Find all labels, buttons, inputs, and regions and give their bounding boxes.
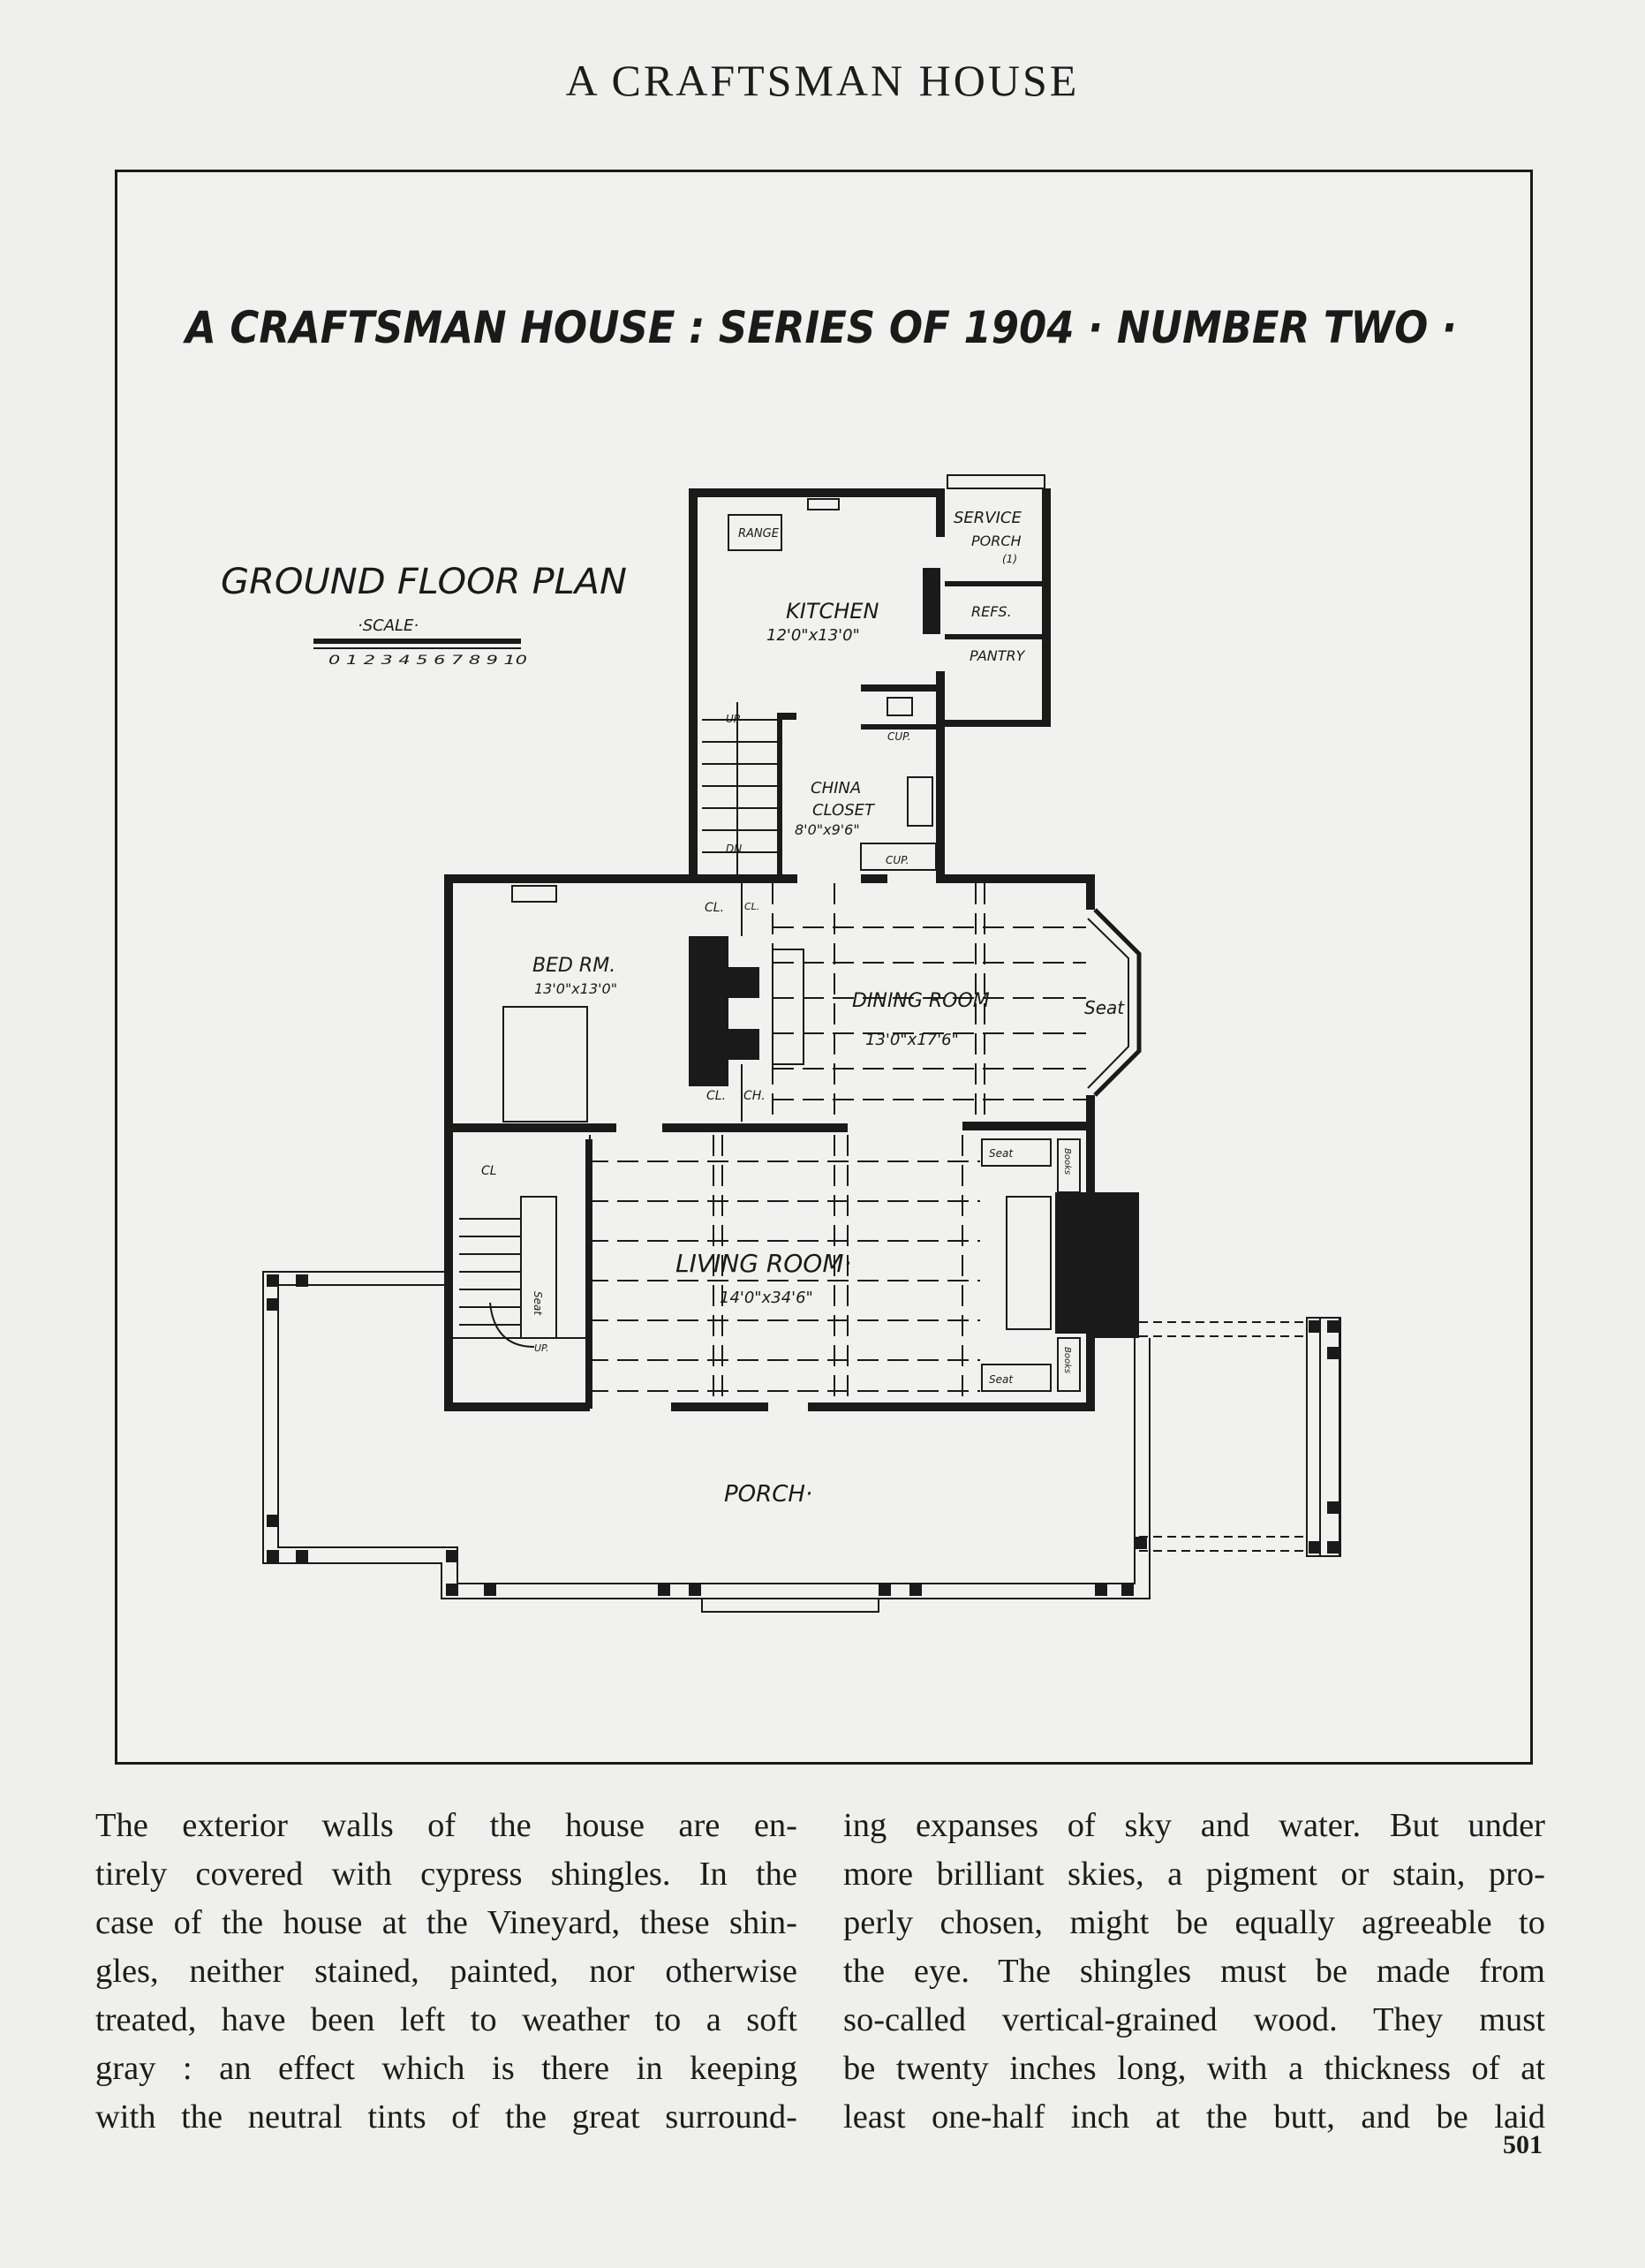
body-line: gray : an effect which is there in keeping [95,2050,797,2087]
service-porch-label-2: PORCH [971,533,1022,549]
closet-label-3: CL. [706,1089,727,1103]
ceiling-beams [587,883,1086,1404]
seat-label-3: Seat [532,1291,544,1316]
dn-label: DN [726,843,743,855]
range-label: RANGE [738,527,779,541]
scale-bar [313,639,521,648]
body-line: perly chosen, might be equally agreeable to [843,1904,1545,1941]
cup-label-1: CUP. [887,730,911,743]
body-text-right-column [843,1802,1545,2142]
body-line: gles, neither stained, painted, nor otherwise [95,1953,797,1990]
living-room-size: 14'0"x34'6" [720,1289,813,1307]
porch-terrace-dashes [1139,1322,1307,1551]
service-porch-label: SERVICE [954,509,1022,527]
body-line: so-called vertical-grained wood. They must [843,2001,1545,2038]
kitchen-size: 12'0"x13'0" [766,626,860,645]
service-porch-note: (1) [1002,553,1017,565]
body-line: with the neutral tints of the great surround- [95,2098,797,2136]
refs-label: REFS. [971,603,1012,620]
seat-label-1: Seat [989,1147,1014,1160]
body-line: more brilliant skies, a pigment or stain, pro- [843,1856,1545,1893]
hall-up-label: UP. [534,1342,549,1354]
china-closet-label: CHINA [811,779,862,798]
hall-closet-label: CL [481,1164,497,1178]
running-head: A CRAFTSMAN HOUSE [565,56,1080,105]
bed-room-label: BED RM. [532,955,616,977]
floor-plan-drawing [117,172,1530,1762]
body-line: ing expanses of sky and water. But under [843,1807,1545,1844]
body-line: least one-half inch at the butt, and be laid [843,2098,1545,2136]
body-line: The exterior walls of the house are en- [95,1807,797,1844]
books-label-2: Books [1062,1347,1072,1374]
dining-room-size: 13'0"x17'6" [865,1031,959,1049]
plate-title: A CRAFTSMAN HOUSE : SERIES OF 1904 · NUMBER TWO · [182,302,1457,353]
china-closet-label-2: CLOSET [812,801,875,820]
floor-plan-plate [115,170,1533,1765]
plan-title: GROUND FLOOR PLAN [221,562,627,602]
closet-label-1: CL. [705,901,725,915]
porch-outline [263,1272,1340,1612]
china-label: CH. [743,1089,766,1103]
porch-label: PORCH· [724,1481,813,1508]
cup-label-2: CUP. [886,854,909,866]
dining-room-label: DINING ROOM [852,990,990,1012]
scale-label: ·SCALE· [358,616,419,635]
body-text-left-column [95,1802,797,2142]
pantry-label: PANTRY [970,647,1025,664]
body-line: tirely covered with cypress shingles. In the [95,1856,797,1893]
bed-room-size: 13'0"x13'0" [534,980,618,997]
bay-seat-label: Seat [1084,997,1125,1018]
body-line: the eye. The shingles must be made from [843,1953,1545,1990]
page-number: 501 [1503,2130,1543,2159]
up-label: UP [726,713,741,725]
closet-label-2: CL. [744,901,760,912]
china-closet-size: 8'0"x9'6" [795,821,860,838]
kitchen-label: KITCHEN [786,599,879,624]
body-line: be twenty inches long, with a thickness of at [843,2050,1545,2087]
seat-label-2: Seat [989,1373,1014,1386]
living-room-label: LIVING ROOM· [675,1249,852,1278]
books-label-1: Books [1062,1148,1072,1176]
body-line: treated, have been left to weather to a soft [95,2001,797,2038]
scale-numbers: 0 1 2 3 4 5 6 7 8 9 10 [328,654,528,668]
body-line: case of the house at the Vineyard, these shin- [95,1904,797,1941]
